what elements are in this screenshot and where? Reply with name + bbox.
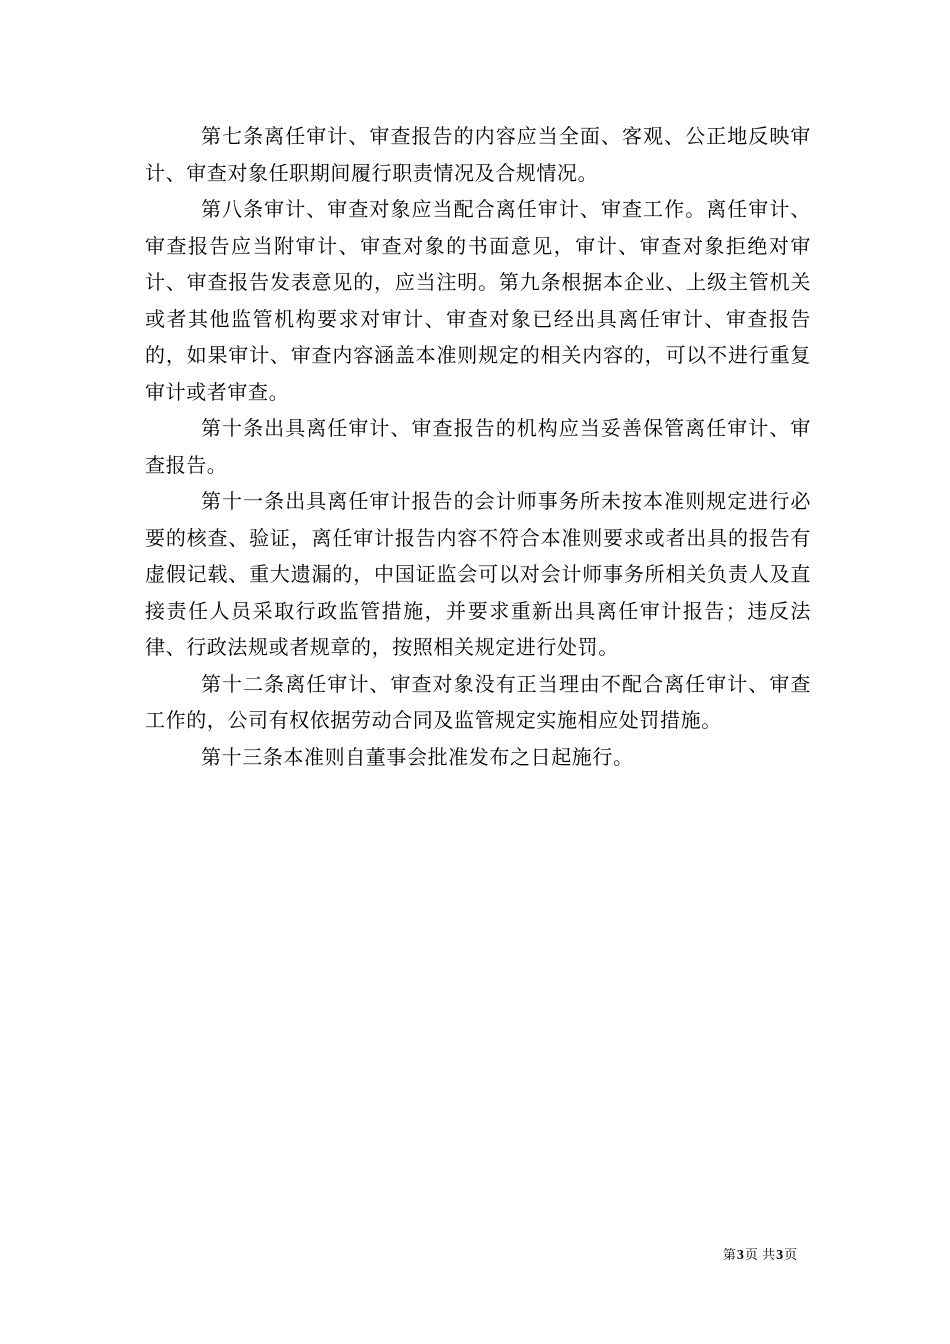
footer-suffix: 页 <box>784 1248 798 1263</box>
paragraph-article-7: 第七条离任审计、审查报告的内容应当全面、客观、公正地反映审计、审查对象任职期间履行职责情况及合规情况。 <box>145 124 811 185</box>
paragraph-article-10: 第十条出具离任审计、审查报告的机构应当妥善保管离任审计、审查报告。 <box>145 416 811 477</box>
paragraph-article-12: 第十二条离任审计、审查对象没有正当理由不配合离任审计、审查工作的，公司有权依据劳动合同及监管规定实施相应处罚措施。 <box>145 671 811 732</box>
current-page-number: 3 <box>736 1248 744 1263</box>
page-footer <box>700 1247 820 1265</box>
footer-prefix: 第 <box>722 1248 736 1263</box>
footer-middle: 页 共 <box>744 1248 776 1263</box>
paragraph-article-13: 第十三条本准则自董事会批准发布之日起施行。 <box>201 744 634 769</box>
paragraph-article-8-9: 第八条审计、审查对象应当配合离任审计、审查工作。离任审计、审查报告应当附审计、审查对象的书面意见，审计、审查对象拒绝对审计、审查报告发表意见的，应当注明。第九条根据本企业、上级主管机关或者其他监管机构要求对审计、审查对象已经出具离任审计、审查报告的，如果审计、审查内容涵盖本准则规定的相关内容的，可以不进行重复审计或者审查。 <box>145 197 811 404</box>
total-page-number: 3 <box>776 1248 784 1263</box>
document-body <box>145 118 811 775</box>
paragraph-article-11: 第十一条出具离任审计报告的会计师事务所未按本准则规定进行必要的核查、验证，离任审计报告内容不符合本准则要求或者出具的报告有虚假记载、重大遗漏的，中国证监会可以对会计师事务所相关负责人及直接责任人员采取行政监管措施，并要求重新出具离任审计报告；违反法律、行政法规或者规章的，按照相关规定进行处罚。 <box>145 489 811 659</box>
